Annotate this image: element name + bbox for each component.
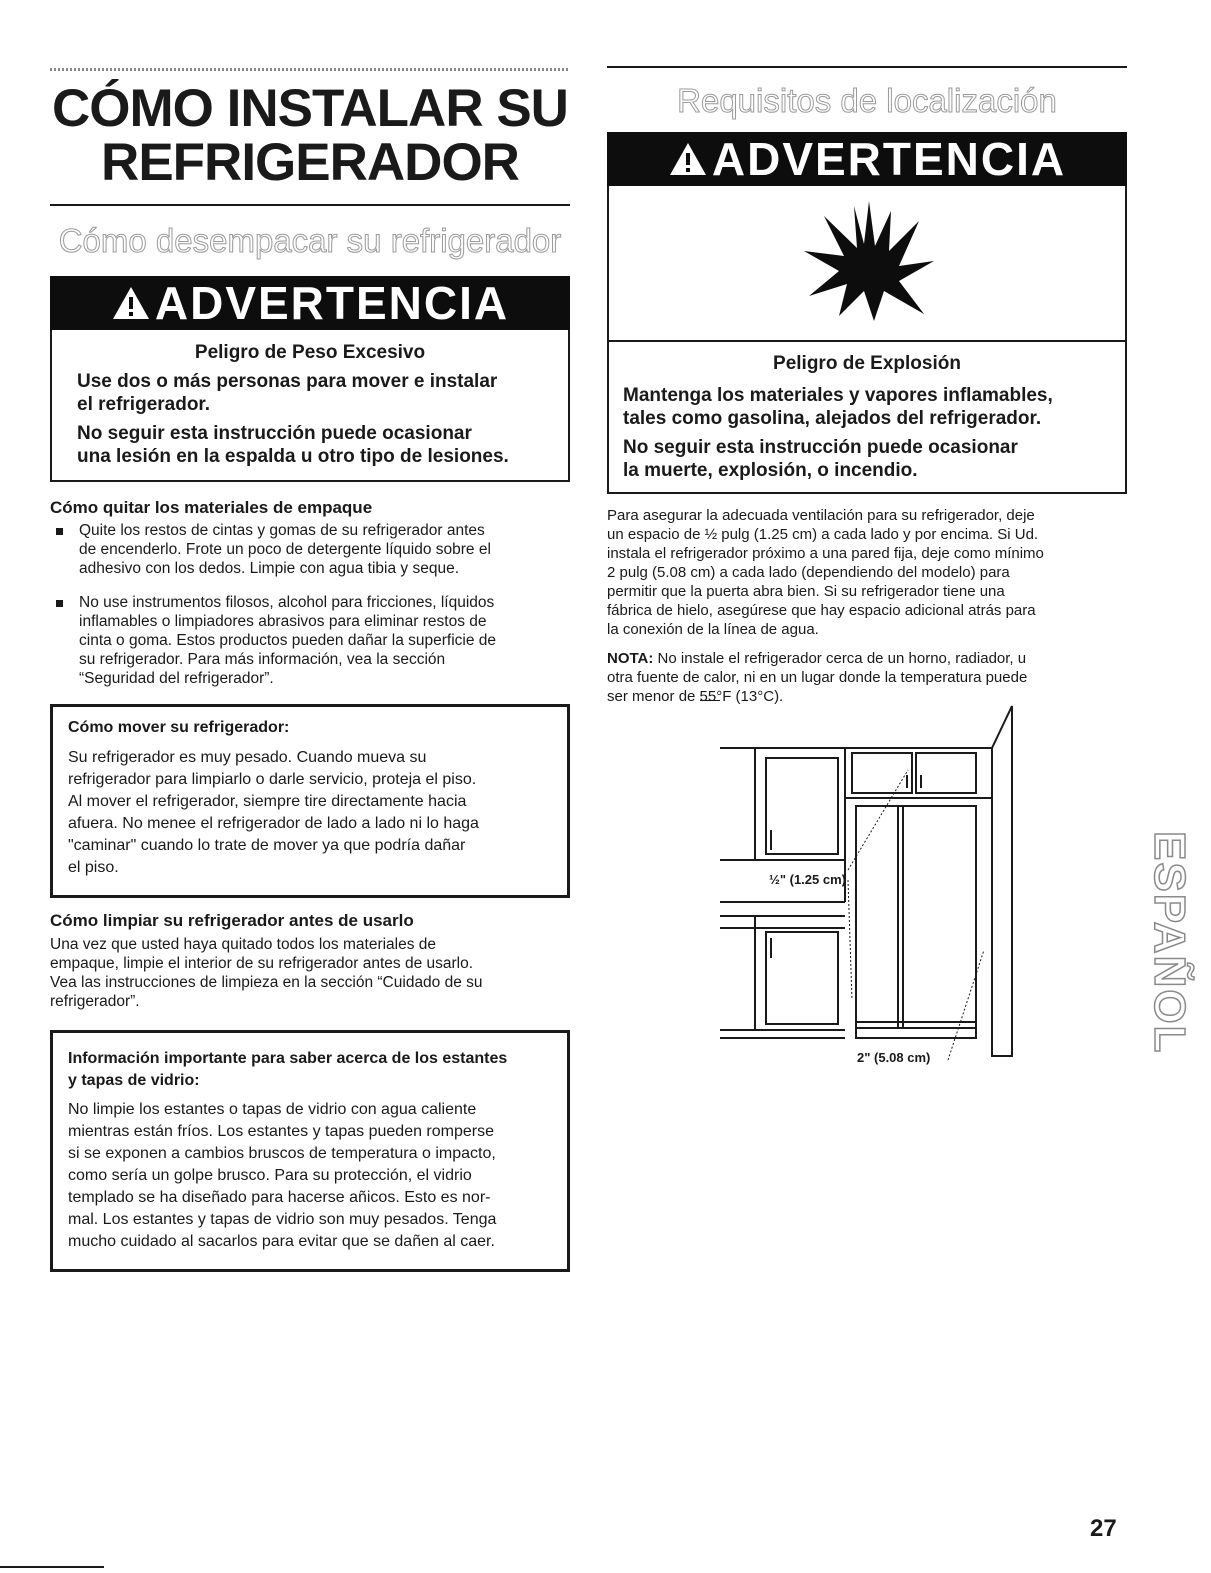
warning-text-1: [77, 370, 497, 416]
section-heading-unpack: Cómo desempacar su refrigerador: [58, 222, 562, 259]
text-line: adhesivo con los dedos. Limpie con agua tibia y seque.: [79, 560, 459, 577]
text-line: refrigerador”.: [50, 993, 140, 1010]
page-title-line2: REFRIGERADOR: [101, 133, 519, 192]
glass-box-text: [68, 1099, 496, 1253]
text-line: cinta o goma. Estos productos pueden dañar la superficie de: [79, 632, 497, 649]
top-rule-left: [50, 68, 570, 71]
warning-text-1: [623, 384, 1053, 430]
text-line: Su refrigerador es muy pesado. Cuando mueva su: [68, 749, 427, 766]
section-heading-location: Requisitos de localización: [677, 82, 1057, 119]
warning-triangle-icon: [668, 141, 708, 177]
text-line: fábrica de hielo, asegúrese que hay espacio adicional atrás para: [607, 602, 1036, 619]
explosion-icon: [799, 196, 939, 326]
text-line: ser menor de 55°F (13°C).: [607, 688, 784, 705]
page-title-line1: CÓMO INSTALAR SU: [52, 79, 568, 138]
text-line: otra fuente de calor, ni en un lugar donde la temperatura puede: [607, 669, 1028, 686]
text-line: Información importante para saber acerca de los estantes: [68, 1050, 508, 1067]
note-line: No instale el refrigerador cerca de un horno, radiador, u: [653, 650, 1027, 667]
warning-title: Peligro de Explosión: [773, 353, 961, 374]
note-text: [607, 649, 1127, 706]
text-line: su refrigerador. Para más información, vea la sección: [79, 651, 446, 668]
cleaning-text: [50, 935, 565, 1011]
text-line: permitir que la puerta abra bien. Si su refrigerador tiene una: [607, 583, 1005, 600]
warning-header-label: ADVERTENCIA: [711, 133, 1067, 185]
refrigerator-clearance-diagram: [700, 700, 1020, 1062]
warning-line: el refrigerador.: [77, 394, 211, 415]
text-line: el piso.: [68, 859, 119, 876]
text-line: empaque, limpie el interior de su refrigerador antes de usarlo.: [50, 955, 474, 972]
side-tab-language: ESPAÑOL: [1145, 830, 1194, 1055]
packing-heading: Cómo quitar los materiales de empaque: [50, 498, 373, 517]
warning-header-label: ADVERTENCIA: [154, 277, 510, 329]
warning-triangle-icon: [111, 285, 151, 321]
text-line: refrigerador para limpiarlo o darle servicio, proteja el piso.: [68, 771, 477, 788]
warning-line: Use dos o más personas para mover e instalar: [77, 371, 498, 392]
warning-header-explosion: [607, 132, 1127, 186]
text-line: 2 pulg (5.08 cm) a cada lado (dependiendo del modelo) para: [607, 564, 1010, 581]
text-line: Para asegurar la adecuada ventilación para su refrigerador, deje: [607, 507, 1035, 524]
text-line: Una vez que usted haya quitado todos los materiales de: [50, 936, 437, 953]
cleaning-heading: Cómo limpiar su refrigerador antes de usarlo: [50, 911, 414, 930]
note-label: NOTA:: [607, 650, 654, 667]
text-line: inflamables o limpiadores abrasivos para eliminar restos de: [79, 613, 487, 630]
warning-line: No seguir esta instrucción puede ocasionar: [77, 423, 472, 444]
text-line: [607, 649, 1127, 668]
text-line: “Seguridad del refrigerador”.: [79, 670, 274, 687]
warning-title: Peligro de Peso Excesivo: [194, 342, 426, 363]
text-line: si se exponen a cambios bruscos de temperatura o impacto,: [68, 1145, 496, 1162]
bottom-edge-mark: [0, 1566, 104, 1568]
warning-box-explosion: [607, 186, 1127, 494]
text-line: como sería un golpe brusco. Para su protección, el vidrio: [68, 1167, 472, 1184]
warning-box-weight: [50, 330, 570, 482]
text-line: templado se ha diseñado para hacerse añicos. Esto es nor-: [68, 1189, 491, 1206]
warning-line: Mantenga los materiales y vapores inflamables,: [623, 385, 1053, 406]
page-number: 27: [1090, 1515, 1117, 1542]
text-line: afuera. No menee el refrigerador de lado a lado ni lo haga: [68, 815, 479, 832]
text-line: la conexión de la línea de agua.: [607, 621, 819, 638]
ventilation-text: [607, 506, 1127, 639]
text-line: No limpie los estantes o tapas de vidrio con agua caliente: [68, 1101, 477, 1118]
page-title: [50, 79, 570, 192]
warning-text-2: [623, 436, 1018, 482]
section-rule-left: [50, 204, 570, 206]
warning-line: una lesión en la espalda u otro tipo de lesiones.: [77, 446, 509, 467]
top-rule-right: [607, 66, 1127, 68]
glass-info-box: [50, 1030, 570, 1272]
text-line: mucho cuidado al sacarlos para evitar que se dañen al caer.: [68, 1233, 495, 1250]
warning-text-2: [77, 422, 509, 468]
moving-box-text: [68, 747, 479, 879]
warning-divider: [609, 340, 1125, 342]
moving-box-title: Cómo mover su refrigerador:: [68, 719, 290, 736]
text-line: y tapas de vidrio:: [68, 1072, 200, 1089]
text-line: un espacio de ½ pulg (1.25 cm) a cada lado y por encima. Si Ud.: [607, 526, 1039, 543]
text-line: Al mover el refrigerador, siempre tire directamente hacia: [68, 793, 467, 810]
text-line: "caminar" cuando lo trate de mover ya que podría dañar: [68, 837, 466, 854]
moving-info-box: [50, 704, 570, 898]
packing-bullet-1: [79, 521, 559, 578]
text-line: mientras están fríos. Los estantes y tapas pueden romperse: [68, 1123, 495, 1140]
text-line: Vea las instrucciones de limpieza en la sección “Cuidado de su: [50, 974, 483, 991]
text-line: mal. Los estantes y tapas de vidrio son muy pesados. Tenga: [68, 1211, 497, 1228]
text-line: de encenderlo. Frote un poco de detergente líquido sobre el: [79, 541, 491, 558]
clearance-label-two-inch: 2" (5.08 cm): [857, 1050, 931, 1065]
bullet-icon: [56, 528, 63, 535]
warning-header-weight: [50, 276, 570, 330]
warning-line: tales como gasolina, alejados del refrigerador.: [623, 408, 1042, 429]
text-line: Quite los restos de cintas y gomas de su refrigerador antes: [79, 522, 485, 539]
warning-line: la muerte, explosión, o incendio.: [623, 460, 918, 481]
text-line: instala el refrigerador próximo a una pared fija, deje como mínimo: [607, 545, 1044, 562]
clearance-label-half-inch: ½" (1.25 cm): [769, 872, 846, 887]
bullet-icon: [56, 600, 63, 607]
text-line: No use instrumentos filosos, alcohol para fricciones, líquidos: [79, 594, 495, 611]
packing-bullet-2: [79, 593, 559, 688]
glass-box-title: [68, 1048, 507, 1092]
warning-line: No seguir esta instrucción puede ocasionar: [623, 437, 1018, 458]
